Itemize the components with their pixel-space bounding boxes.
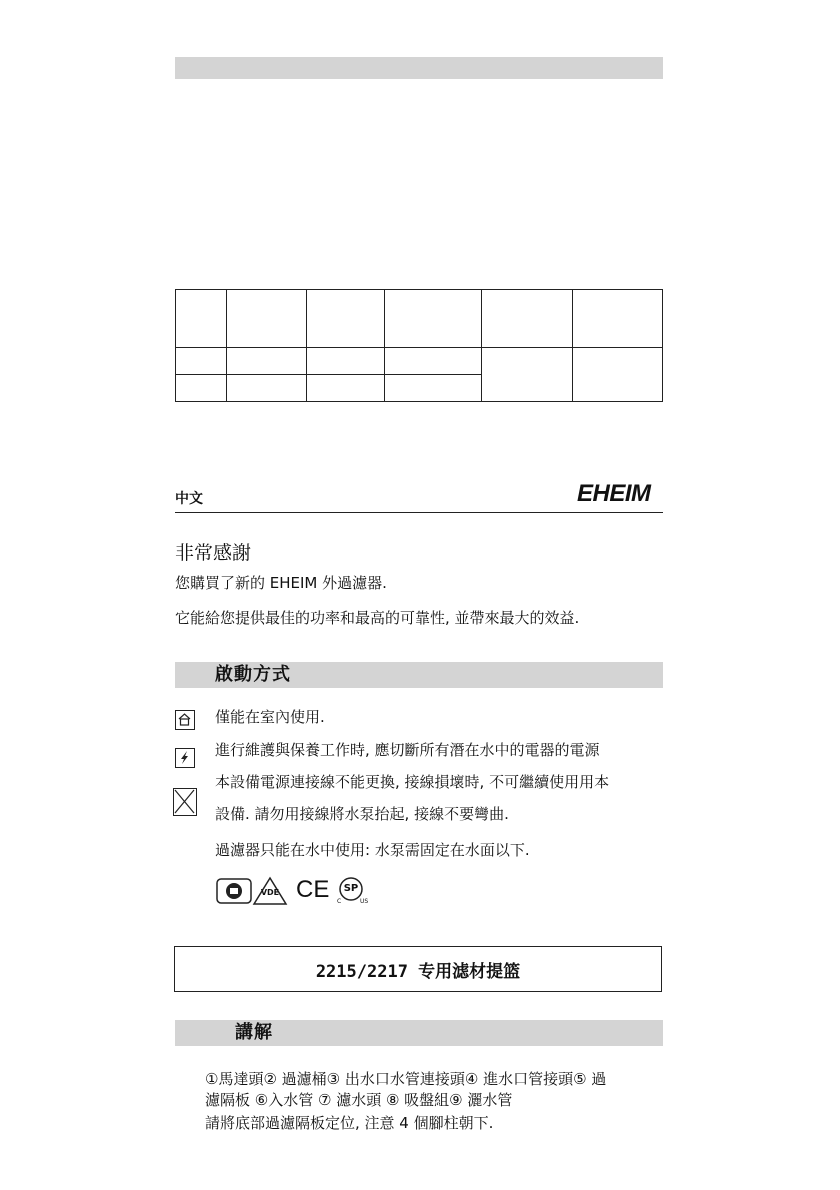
startup-item-4: 設備. 請勿用接線將水泵抬起, 接線不要彎曲. bbox=[215, 805, 509, 823]
table-cell bbox=[385, 375, 482, 402]
no-cable-lift-icon bbox=[173, 788, 197, 816]
table-cell bbox=[176, 290, 227, 348]
header-divider bbox=[175, 512, 663, 513]
table-cell bbox=[482, 290, 573, 348]
table-cell bbox=[573, 290, 663, 348]
startup-item-5: 過濾器只能在水中使用: 水泵需固定在水面以下. bbox=[215, 841, 530, 859]
table-cell bbox=[227, 375, 307, 402]
csa-label: SP bbox=[343, 883, 359, 894]
table-cell bbox=[176, 375, 227, 402]
table-cell bbox=[227, 290, 307, 348]
intro-line-2: 它能給您提供最佳的功率和最高的可靠性, 並帶來最大的效益. bbox=[175, 609, 580, 627]
safety-mark-icon bbox=[216, 878, 252, 908]
indoor-use-icon bbox=[175, 710, 195, 730]
explanation-section-title: 講解 bbox=[235, 1022, 273, 1043]
lightning-icon bbox=[175, 748, 195, 768]
table-cell bbox=[482, 348, 573, 402]
table-cell bbox=[385, 348, 482, 375]
explanation-line-2: 濾隔板 ⑥入水管 ⑦ 濾水頭 ⑧ 吸盤組⑨ 灑水管 bbox=[205, 1091, 513, 1109]
media-basket-title-box bbox=[174, 946, 662, 992]
language-label: 中文 bbox=[175, 491, 203, 507]
explanation-line-1: ①馬達頭② 過濾桶③ 出水口水管連接頭④ 進水口管接頭⑤ 過 bbox=[205, 1070, 607, 1088]
startup-item-1: 僅能在室內使用. bbox=[215, 708, 325, 726]
spec-table bbox=[175, 289, 663, 402]
intro-line-1: 您購買了新的 EHEIM 外過濾器. bbox=[175, 574, 387, 592]
startup-section-title: 啟動方式 bbox=[215, 664, 291, 685]
media-basket-title: 2215/2217 专用滤材提篮 bbox=[315, 961, 521, 982]
top-grey-bar bbox=[175, 57, 663, 79]
intro-heading: 非常感謝 bbox=[175, 542, 252, 564]
csa-c-label: C bbox=[337, 898, 342, 905]
table-cell bbox=[385, 290, 482, 348]
table-cell bbox=[227, 348, 307, 375]
table-cell bbox=[307, 375, 385, 402]
table-cell bbox=[307, 290, 385, 348]
vde-mark-icon bbox=[252, 876, 288, 906]
table-cell bbox=[307, 348, 385, 375]
brand-logo: EHEIM bbox=[577, 480, 651, 507]
ce-mark: CE bbox=[296, 876, 330, 903]
csa-us-label: US bbox=[360, 898, 369, 905]
vde-label: VDE bbox=[260, 888, 280, 897]
table-cell bbox=[573, 348, 663, 402]
table-cell bbox=[176, 348, 227, 375]
startup-item-2: 進行維護與保養工作時, 應切斷所有潛在水中的電器的電源 bbox=[215, 741, 600, 759]
explanation-line-3: 請將底部過濾隔板定位, 注意 4 個腳柱朝下. bbox=[205, 1114, 494, 1132]
startup-item-3: 本設備電源連接線不能更換, 接線損壞時, 不可繼續使用用本 bbox=[215, 773, 610, 791]
